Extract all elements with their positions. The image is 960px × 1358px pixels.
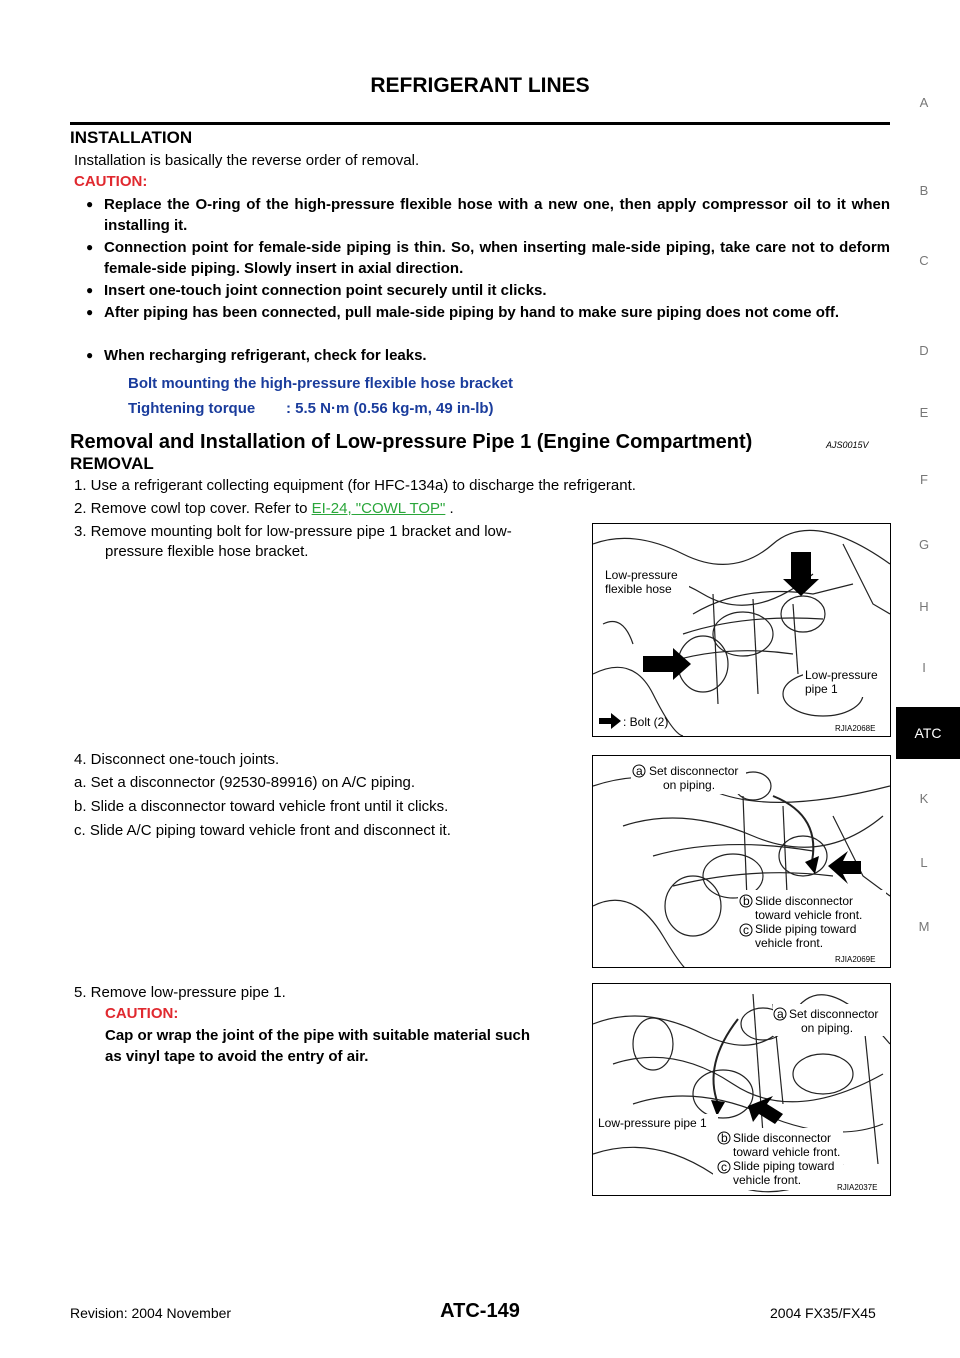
step-4c: c. Slide A/C piping toward vehicle front and disconnect it.	[74, 822, 451, 839]
fig1-label-hose: Low-pressure	[605, 568, 678, 582]
installation-heading: INSTALLATION	[70, 128, 193, 147]
side-index-h[interactable]: H	[919, 599, 929, 614]
caution-bullet: ● Replace the O-ring of the high-pressure flexible hose with a new one, then apply compressor oil to it when installing it.	[86, 196, 890, 234]
header-rule	[70, 122, 890, 125]
fig2-label-b: Slide disconnector	[755, 894, 854, 908]
spec-bolt-label: Bolt mounting the high-pressure flexible hose bracket	[128, 375, 514, 392]
page-title: REFRIGERANT LINES	[370, 74, 590, 97]
fig3-label-c: Slide piping toward	[733, 1159, 835, 1173]
removal-heading: REMOVAL	[70, 454, 154, 473]
step-5-caution-text: Cap or wrap the joint of the pipe with suitable material such as vinyl tape to avoid the entry of air.	[105, 1027, 531, 1065]
fig2-label-c: Slide piping toward	[755, 922, 857, 936]
side-index-a[interactable]: A	[919, 95, 929, 110]
figure-rjia2068e	[592, 523, 891, 737]
fig1-label-pipe-2: pipe 1	[805, 682, 838, 696]
fig3-label-a-2: on piping.	[801, 1021, 854, 1035]
section-code: AJS0015V	[826, 440, 869, 450]
spec-torque-label: Tightening torque	[128, 400, 256, 417]
fig1-label-pipe: Low-pressure	[805, 668, 878, 682]
step-4: 4. Disconnect one-touch joints.	[74, 751, 280, 768]
fig3-marker-c: c	[721, 1160, 727, 1174]
side-index-atc[interactable]: ATC	[896, 707, 960, 759]
step-4b: b. Slide a disconnector toward vehicle front until it clicks.	[74, 798, 449, 815]
caution-label: CAUTION:	[74, 173, 148, 190]
caution-bullet: ● After piping has been connected, pull male-side piping by hand to make sure piping does not come off.	[86, 304, 840, 321]
fig2-marker-c: c	[743, 923, 749, 937]
spec-torque-value: : 5.5 N·m (0.56 kg-m, 49 in-lb)	[286, 400, 494, 417]
fig3-marker-a: a	[777, 1007, 784, 1021]
side-index-d[interactable]: D	[919, 343, 929, 358]
step-1: 1. Use a refrigerant collecting equipment (for HFC-134a) to discharge the refrigerant.	[74, 477, 636, 494]
side-index-b[interactable]: B	[919, 183, 929, 198]
footer-model: 2004 FX35/FX45	[770, 1305, 876, 1321]
fig3-marker-b: b	[721, 1131, 728, 1145]
step-5: 5. Remove low-pressure pipe 1.	[74, 984, 286, 1001]
fig3-label-a: Set disconnector	[789, 1007, 879, 1021]
fig3-label-b: Slide disconnector	[733, 1131, 832, 1145]
side-index-c[interactable]: C	[919, 253, 929, 268]
fig2-label-a: Set disconnector	[649, 764, 739, 778]
side-index-k[interactable]: K	[919, 791, 929, 806]
fig3-label-b-2: toward vehicle front.	[733, 1145, 841, 1159]
side-index-i[interactable]: I	[922, 660, 926, 675]
figure-rjia2037e	[592, 983, 891, 1196]
fig3-label-c-2: vehicle front.	[733, 1173, 802, 1187]
fig1-code: RJIA2068E	[835, 724, 876, 733]
fig2-label-a-2: on piping.	[663, 778, 716, 792]
fig2-label-b-2: toward vehicle front.	[755, 908, 863, 922]
step-3-cont: pressure flexible hose bracket.	[105, 543, 309, 560]
figure-rjia2069e	[592, 755, 891, 968]
step-4a: a. Set a disconnector (92530-89916) on A/C piping.	[74, 774, 416, 791]
side-index-l[interactable]: L	[920, 855, 928, 870]
fig2-label-c-2: vehicle front.	[755, 936, 824, 950]
side-index-e[interactable]: E	[919, 405, 929, 420]
step-5-caution-label: CAUTION:	[105, 1005, 179, 1022]
fig2-code: RJIA2069E	[835, 955, 876, 964]
fig3-label-pipe: Low-pressure pipe 1	[598, 1116, 707, 1130]
side-index-f[interactable]: F	[920, 472, 928, 487]
section-title: Removal and Installation of Low-pressure Pipe 1 (Engine Compartment)	[70, 431, 753, 453]
footer-page-number: ATC-149	[440, 1300, 520, 1322]
footer-revision: Revision: 2004 November	[70, 1305, 232, 1321]
step-3: 3. Remove mounting bolt for low-pressure pipe 1 bracket and low-	[74, 523, 512, 540]
fig2-marker-b: b	[743, 894, 750, 908]
installation-intro: Installation is basically the reverse order of removal.	[74, 152, 420, 169]
caution-bullet: ● Connection point for female-side piping is thin. So, when inserting male-side piping, take care not to deform female-side piping. Slowly insert in axial direction.	[86, 239, 890, 277]
step-2: 2. Remove cowl top cover. Refer to EI-24, "COWL TOP" .	[74, 500, 454, 517]
caution-bullet: ● Insert one-touch joint connection point securely until it clicks.	[86, 282, 547, 299]
fig3-code: RJIA2037E	[837, 1183, 878, 1192]
cowl-top-link[interactable]: EI-24, "COWL TOP"	[311, 500, 446, 517]
side-index-g[interactable]: G	[918, 537, 930, 552]
side-index-m[interactable]: M	[918, 919, 930, 934]
fig2-marker-a: a	[636, 764, 643, 778]
caution-bullet: ● When recharging refrigerant, check for leaks.	[86, 347, 427, 364]
fig1-label-hose-2: flexible hose	[605, 582, 672, 596]
fig1-label-bolt: : Bolt (2)	[623, 715, 669, 729]
